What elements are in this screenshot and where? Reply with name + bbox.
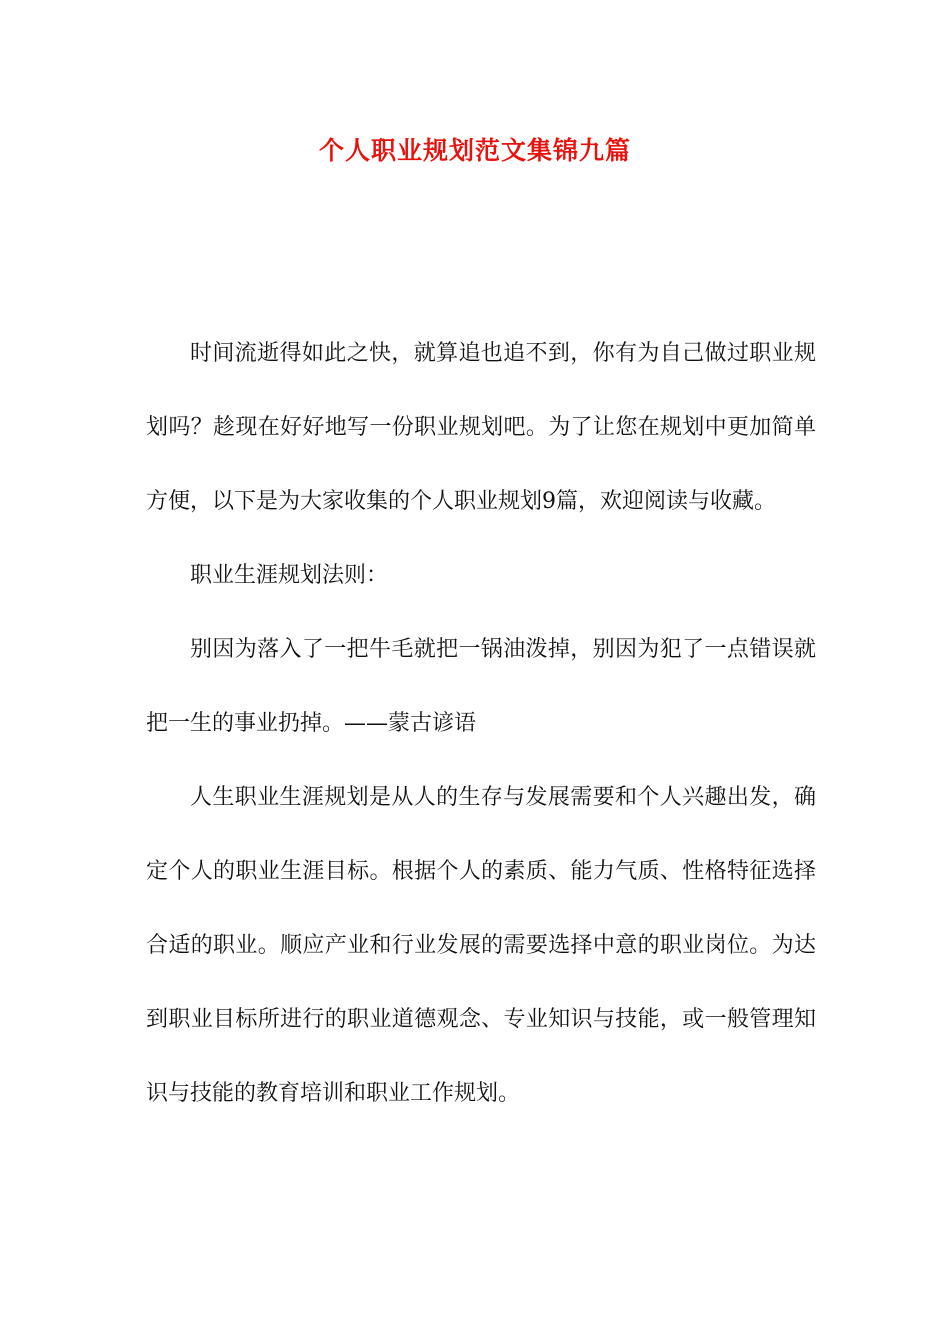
paragraph-definition: 人生职业生涯规划是从人的生存与发展需要和个人兴趣出发，确定个人的职业生涯目标。根据个人的素质、能力气质、性格特征选择合适的职业。顺应产业和行业发展的需要选择中意的职业岗位。为达到职业目标所进行的职业道德观念、专业知识与技能，或一般管理知识与技能的教育培训和职业工作规划。 bbox=[146, 785, 816, 1106]
paragraph-rules-heading: 职业生涯规划法则： bbox=[190, 563, 389, 588]
paragraph-proverb: 别因为落入了一把牛毛就把一锅油泼掉，别因为犯了一点错误就把一生的事业扔掉。——蒙古谚语 bbox=[146, 637, 816, 736]
document-body bbox=[146, 317, 816, 1131]
document-title: 个人职业规划范文集锦九篇 bbox=[318, 136, 631, 165]
paragraph-intro: 时间流逝得如此之快，就算追也追不到，你有为自己做过职业规划吗？趁现在好好地写一份职业规划吧。为了让您在规划中更加简单方便，以下是为大家收集的个人职业规划9篇，欢迎阅读与收藏。 bbox=[146, 341, 816, 514]
